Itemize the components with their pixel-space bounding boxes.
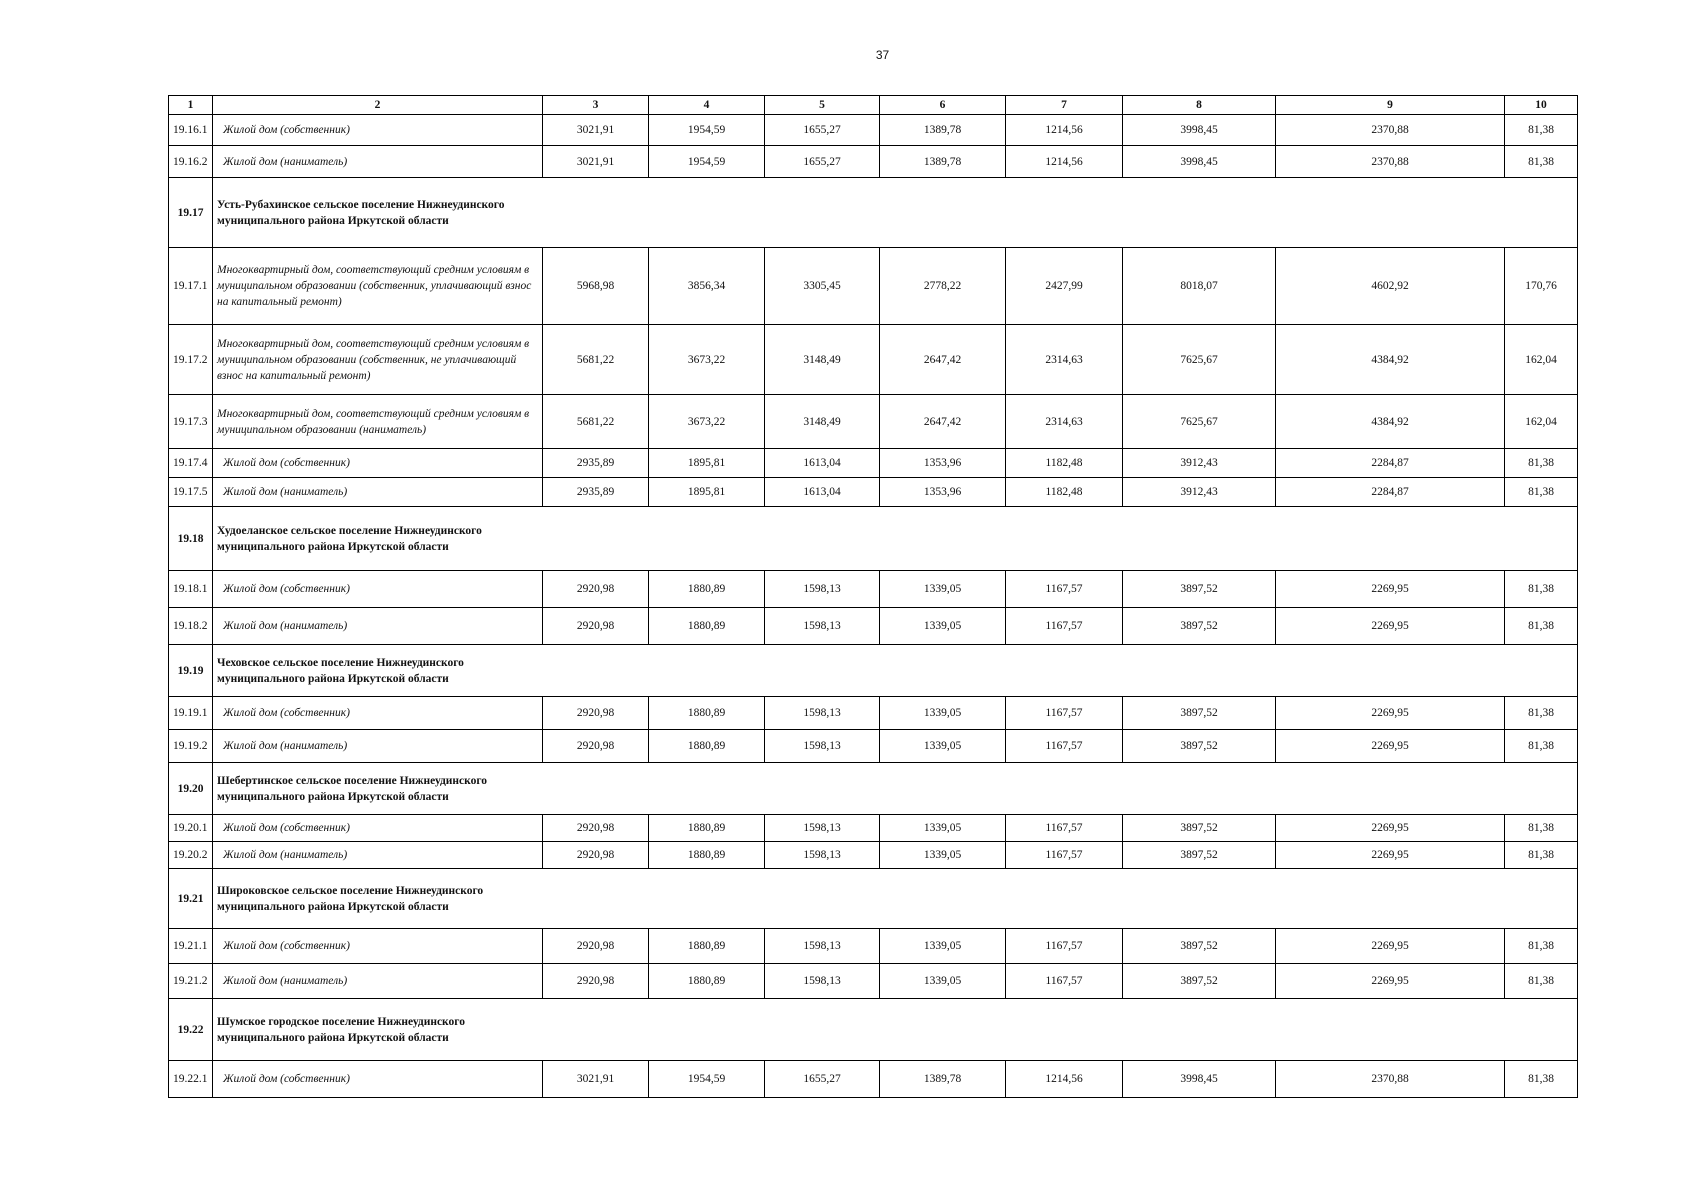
value-cell: 1339,05 [880,571,1006,608]
value-cell: 1954,59 [649,146,765,178]
value-cell: 1167,57 [1006,697,1123,730]
section-code: 19.19 [169,645,213,697]
value-cell: 81,38 [1505,608,1578,645]
value-cell: 2427,99 [1006,248,1123,325]
section-title [213,645,1578,697]
column-header: 4 [649,96,765,115]
value-cell: 1339,05 [880,815,1006,842]
section-row [169,645,1578,697]
value-cell: 8018,07 [1123,248,1276,325]
value-cell: 2647,42 [880,395,1006,449]
row-description: Многоквартирный дом, соответствующий средним условиям в муниципальном образовании (собственник, уплачивающий взнос на капитальный ремонт) [213,248,543,325]
value-cell: 4602,92 [1276,248,1505,325]
tariff-table [168,95,1578,1098]
table-row [169,730,1578,763]
value-cell: 2269,95 [1276,697,1505,730]
column-header: 3 [543,96,649,115]
row-description: Жилой дом (наниматель) [213,608,543,645]
value-cell: 1339,05 [880,730,1006,763]
value-cell: 162,04 [1505,395,1578,449]
value-cell: 3897,52 [1123,842,1276,869]
value-cell: 1954,59 [649,115,765,146]
value-cell: 3856,34 [649,248,765,325]
section-code: 19.18 [169,507,213,571]
value-cell: 81,38 [1505,964,1578,999]
row-code: 19.17.4 [169,449,213,478]
value-cell: 2314,63 [1006,325,1123,395]
column-header: 2 [213,96,543,115]
value-cell: 3897,52 [1123,697,1276,730]
value-cell: 1167,57 [1006,608,1123,645]
section-title-text: Шумское городское поселение Нижнеудинского муниципального района Иркутской области [217,1015,465,1044]
value-cell: 3897,52 [1123,608,1276,645]
column-header: 8 [1123,96,1276,115]
value-cell: 1182,48 [1006,478,1123,507]
value-cell: 2920,98 [543,608,649,645]
value-cell: 2935,89 [543,478,649,507]
value-cell: 2284,87 [1276,449,1505,478]
value-cell: 1598,13 [765,929,880,964]
value-cell: 1880,89 [649,697,765,730]
table-row [169,146,1578,178]
value-cell: 1389,78 [880,1061,1006,1098]
value-cell: 3897,52 [1123,815,1276,842]
row-code: 19.22.1 [169,1061,213,1098]
row-description: Жилой дом (наниматель) [213,146,543,178]
value-cell: 3148,49 [765,395,880,449]
value-cell: 81,38 [1505,115,1578,146]
row-description: Жилой дом (наниматель) [213,842,543,869]
value-cell: 3673,22 [649,395,765,449]
value-cell: 81,38 [1505,815,1578,842]
section-row [169,507,1578,571]
value-cell: 81,38 [1505,449,1578,478]
value-cell: 1389,78 [880,115,1006,146]
value-cell: 7625,67 [1123,395,1276,449]
section-title [213,763,1578,815]
value-cell: 1167,57 [1006,815,1123,842]
column-header: 5 [765,96,880,115]
value-cell: 2269,95 [1276,608,1505,645]
table-row [169,608,1578,645]
value-cell: 2269,95 [1276,964,1505,999]
row-description: Жилой дом (собственник) [213,115,543,146]
value-cell: 3998,45 [1123,115,1276,146]
row-description: Жилой дом (наниматель) [213,730,543,763]
value-cell: 1895,81 [649,478,765,507]
row-code: 19.18.2 [169,608,213,645]
value-cell: 1598,13 [765,571,880,608]
value-cell: 81,38 [1505,1061,1578,1098]
value-cell: 81,38 [1505,929,1578,964]
section-code: 19.21 [169,869,213,929]
value-cell: 1214,56 [1006,1061,1123,1098]
value-cell: 3897,52 [1123,571,1276,608]
section-title [213,869,1578,929]
section-title-text: Усть-Рубахинское сельское поселение Нижнеудинского муниципального района Иркутской области [217,198,505,227]
table-row [169,929,1578,964]
section-title [213,507,1578,571]
value-cell: 1655,27 [765,115,880,146]
row-code: 19.21.1 [169,929,213,964]
value-cell: 2920,98 [543,730,649,763]
value-cell: 2269,95 [1276,842,1505,869]
value-cell: 1880,89 [649,608,765,645]
table-row [169,815,1578,842]
value-cell: 2370,88 [1276,115,1505,146]
value-cell: 1613,04 [765,449,880,478]
row-description: Жилой дом (собственник) [213,449,543,478]
row-code: 19.20.1 [169,815,213,842]
value-cell: 81,38 [1505,478,1578,507]
value-cell: 1880,89 [649,815,765,842]
value-cell: 2920,98 [543,842,649,869]
value-cell: 1353,96 [880,478,1006,507]
value-cell: 1598,13 [765,730,880,763]
row-code: 19.17.3 [169,395,213,449]
section-title [213,178,1578,248]
value-cell: 1880,89 [649,730,765,763]
row-description: Жилой дом (собственник) [213,697,543,730]
value-cell: 2920,98 [543,815,649,842]
row-code: 19.16.2 [169,146,213,178]
value-cell: 5681,22 [543,325,649,395]
value-cell: 2647,42 [880,325,1006,395]
row-description: Жилой дом (наниматель) [213,964,543,999]
section-title-text: Худоеланское сельское поселение Нижнеудинского муниципального района Иркутской области [217,524,482,553]
value-cell: 3148,49 [765,325,880,395]
table-body [169,96,1578,1098]
value-cell: 2778,22 [880,248,1006,325]
value-cell: 81,38 [1505,697,1578,730]
value-cell: 3021,91 [543,1061,649,1098]
section-code: 19.20 [169,763,213,815]
value-cell: 81,38 [1505,842,1578,869]
row-description: Жилой дом (собственник) [213,929,543,964]
value-cell: 1613,04 [765,478,880,507]
value-cell: 1339,05 [880,608,1006,645]
section-row [169,178,1578,248]
row-description: Жилой дом (собственник) [213,571,543,608]
value-cell: 1598,13 [765,608,880,645]
column-header: 7 [1006,96,1123,115]
value-cell: 2370,88 [1276,1061,1505,1098]
value-cell: 3998,45 [1123,1061,1276,1098]
value-cell: 3897,52 [1123,964,1276,999]
value-cell: 2269,95 [1276,929,1505,964]
value-cell: 2920,98 [543,964,649,999]
value-cell: 1182,48 [1006,449,1123,478]
value-cell: 1598,13 [765,964,880,999]
value-cell: 1167,57 [1006,929,1123,964]
row-code: 19.16.1 [169,115,213,146]
value-cell: 1880,89 [649,842,765,869]
section-row [169,763,1578,815]
value-cell: 1880,89 [649,571,765,608]
value-cell: 1214,56 [1006,115,1123,146]
value-cell: 1954,59 [649,1061,765,1098]
row-code: 19.18.1 [169,571,213,608]
table-row [169,325,1578,395]
value-cell: 1167,57 [1006,730,1123,763]
value-cell: 4384,92 [1276,395,1505,449]
row-description: Жилой дом (собственник) [213,1061,543,1098]
value-cell: 5681,22 [543,395,649,449]
row-description: Жилой дом (собственник) [213,815,543,842]
table-row [169,478,1578,507]
value-cell: 1598,13 [765,815,880,842]
value-cell: 4384,92 [1276,325,1505,395]
section-title-text: Широковское сельское поселение Нижнеудинского муниципального района Иркутской области [217,884,484,913]
value-cell: 1895,81 [649,449,765,478]
value-cell: 2370,88 [1276,146,1505,178]
value-cell: 81,38 [1505,146,1578,178]
row-code: 19.21.2 [169,964,213,999]
table-row [169,115,1578,146]
value-cell: 1339,05 [880,929,1006,964]
value-cell: 1339,05 [880,697,1006,730]
value-cell: 1880,89 [649,929,765,964]
value-cell: 81,38 [1505,730,1578,763]
page-number: 37 [875,48,890,62]
value-cell: 2920,98 [543,571,649,608]
value-cell: 5968,98 [543,248,649,325]
value-cell: 3998,45 [1123,146,1276,178]
value-cell: 3912,43 [1123,449,1276,478]
section-code: 19.17 [169,178,213,248]
value-cell: 3897,52 [1123,929,1276,964]
row-code: 19.17.2 [169,325,213,395]
value-cell: 3305,45 [765,248,880,325]
value-cell: 3673,22 [649,325,765,395]
value-cell: 1598,13 [765,697,880,730]
section-row [169,869,1578,929]
row-code: 19.19.1 [169,697,213,730]
section-title-text: Чеховское сельское поселение Нижнеудинского муниципального района Иркутской области [217,656,464,685]
row-code: 19.17.1 [169,248,213,325]
value-cell: 3912,43 [1123,478,1276,507]
value-cell: 1353,96 [880,449,1006,478]
value-cell: 7625,67 [1123,325,1276,395]
value-cell: 170,76 [1505,248,1578,325]
column-header: 6 [880,96,1006,115]
row-code: 19.20.2 [169,842,213,869]
value-cell: 2935,89 [543,449,649,478]
value-cell: 1167,57 [1006,842,1123,869]
value-cell: 1339,05 [880,842,1006,869]
value-cell: 2269,95 [1276,571,1505,608]
table-row [169,697,1578,730]
section-title [213,999,1578,1061]
section-code: 19.22 [169,999,213,1061]
section-title-text: Шебертинское сельское поселение Нижнеудинского муниципального района Иркутской области [217,774,488,803]
value-cell: 3021,91 [543,115,649,146]
column-header: 9 [1276,96,1505,115]
table-row [169,964,1578,999]
value-cell: 2284,87 [1276,478,1505,507]
value-cell: 1655,27 [765,146,880,178]
table-row [169,842,1578,869]
table-row [169,1061,1578,1098]
table-row [169,449,1578,478]
row-code: 19.17.5 [169,478,213,507]
value-cell: 1389,78 [880,146,1006,178]
row-description: Многоквартирный дом, соответствующий средним условиям в муниципальном образовании (собственник, не уплачивающий взнос на капитальный ремонт) [213,325,543,395]
row-description: Жилой дом (наниматель) [213,478,543,507]
section-row [169,999,1578,1061]
value-cell: 1167,57 [1006,571,1123,608]
table-row [169,248,1578,325]
table-row [169,571,1578,608]
value-cell: 1598,13 [765,842,880,869]
value-cell: 2269,95 [1276,815,1505,842]
value-cell: 3021,91 [543,146,649,178]
value-cell: 3897,52 [1123,730,1276,763]
value-cell: 1880,89 [649,964,765,999]
value-cell: 1167,57 [1006,964,1123,999]
value-cell: 162,04 [1505,325,1578,395]
value-cell: 81,38 [1505,571,1578,608]
column-header: 10 [1505,96,1578,115]
row-description: Многоквартирный дом, соответствующий средним условиям в муниципальном образовании (наниматель) [213,395,543,449]
value-cell: 1339,05 [880,964,1006,999]
value-cell: 2920,98 [543,697,649,730]
value-cell: 1655,27 [765,1061,880,1098]
value-cell: 2920,98 [543,929,649,964]
value-cell: 2314,63 [1006,395,1123,449]
table-row [169,395,1578,449]
row-code: 19.19.2 [169,730,213,763]
value-cell: 1214,56 [1006,146,1123,178]
value-cell: 2269,95 [1276,730,1505,763]
header-row [169,96,1578,115]
column-header: 1 [169,96,213,115]
